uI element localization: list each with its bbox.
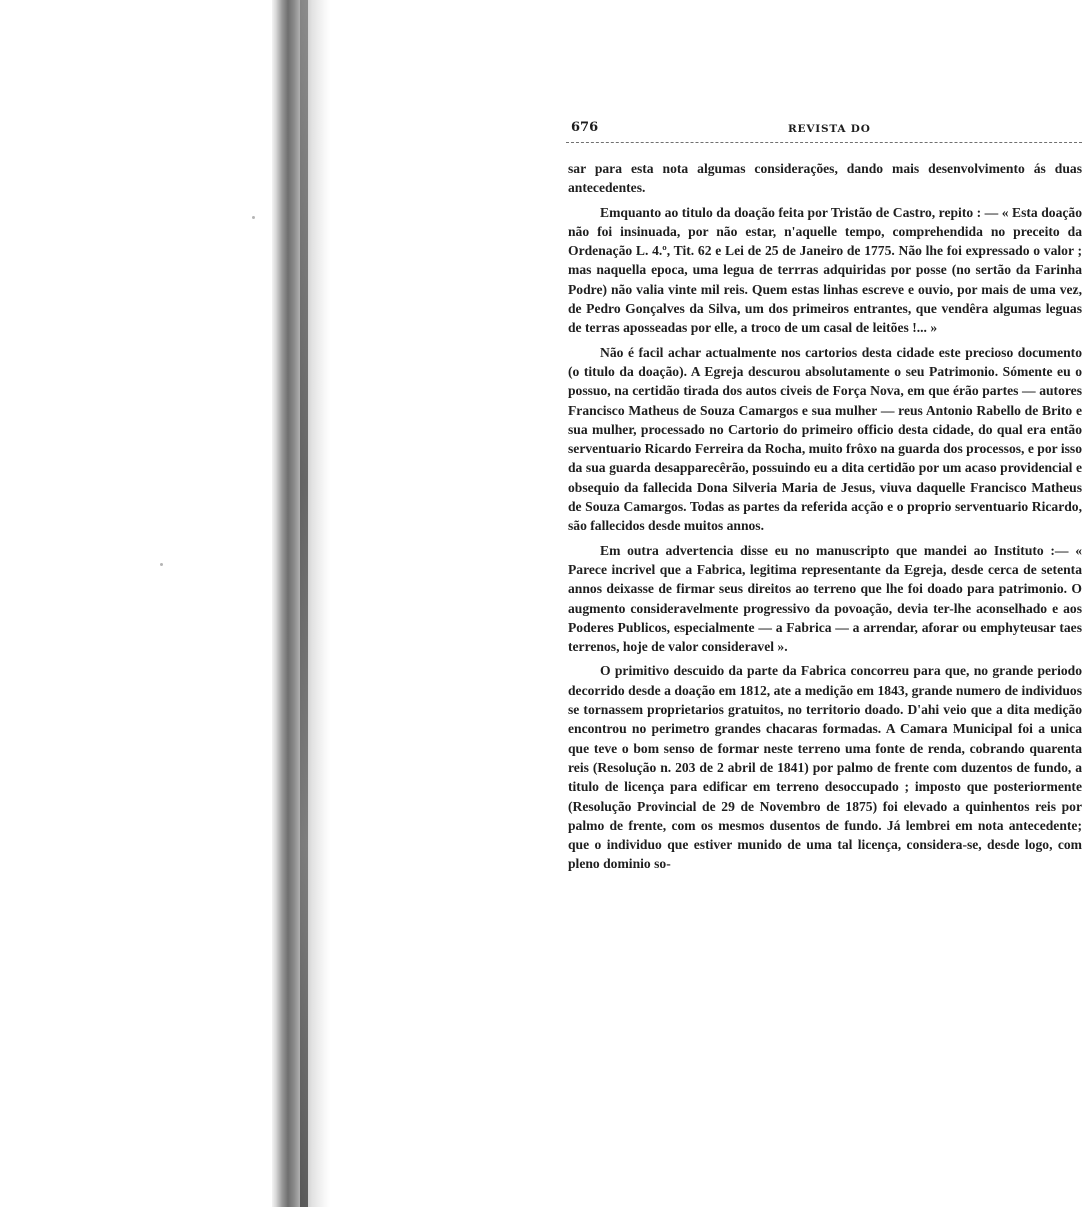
scan-speck [252, 216, 255, 219]
header-rule [566, 142, 1082, 143]
paragraph: Emquanto ao titulo da doação feita por Tristão de Castro, repito : — « Esta doação não foi insinuada, por não estar, n'aquelle tempo, comprehendida no preceito da Ordenação L. 4.º, Tit. 62 e Lei de 25 de Janeiro de 1775. Não lhe foi expressado o valor ; mas naquella epoca, uma legua de terrras adquiridas por posse (no sertão da Farinha Podre) não valia vinte mil reis. Quem estas linhas escreve e ouvio, por mais de uma vez, de Pedro Gonçalves da Silva, um dos primeiros entrantes, que vendêra algumas leguas de terras aposseadas por elle, a troco de um casal de leitões !... » [568, 204, 1082, 336]
paragraph: Em outra advertencia disse eu no manuscripto que mandei ao Instituto :— « Parece incrivel que a Fabrica, legitima representante da Egreja, desde cerca de setenta annos deixasse de firmar seus direitos ao terreno que lhe foi doado para patrimonio. O augmento consideravelmente progressivo da povoação, devia ter-lhe aconselhado e aos Poderes Publicos, especialmente — a Fabrica — a arrendar, aforar ou emphyteusar taes terrenos, hoje de valor consideravel ». [568, 542, 1082, 655]
scan-speck [160, 563, 163, 566]
page-header [571, 118, 1085, 142]
paragraph: O primitivo descuido da parte da Fabrica concorreu para que, no grande periodo decorrido desde a doação em 1812, ate a medição em 1843, grande numero de individuos se tornassem proprietarios gratuitos, no territorio doado. D'ahi veio que a dita medição encontrou no perimetro grandes chacaras formadas. A Camara Municipal foi a unica que teve o bom senso de formar neste terreno uma fonte de renda, cobrando quarenta reis (Resolução n. 203 de 2 abril de 1841) por palmo de frente com duzentos de fundo, a titulo de licença para edificar em terreno desoccupado ; imposto que posteriormente (Resolução Provincial de 29 de Novembro de 1875) foi elevado a quinhentos reis por palmo de frente, com os mesmos dusentos de fundo. Já lembrei em nota antecedente; que o individuo que estiver munido de uma tal licença, considera-se, desde logo, com pleno dominio so- [568, 663, 1082, 872]
page-number: 676 [571, 120, 599, 135]
running-title: REVISTA DO [788, 123, 871, 135]
binding-edge [300, 0, 308, 1207]
paragraph: sar para esta nota algumas considerações, dando mais desenvolvimento ás duas antecedentes. [568, 161, 1082, 196]
paragraph: Não é facil achar actualmente nos cartorios desta cidade este precioso documento (o titulo da doação). A Egreja descurou absolutamente o seu Patrimonio. Sómente eu o possuo, na certidão tirada dos autos civeis de Força Nova, em que érão partes — autores Francisco Matheus de Souza Camargos e sua mulher — reus Antonio Rabello de Brito e sua mulher, processado no Cartorio do primeiro officio desta cidade, do qual era então serventuario Ricardo Ferreira da Rocha, muito frôxo na guarda dos processos, e por isso da sua guarda desapparecêrão, possuindo eu a dita certidão por um acaso providencial e obsequio da fallecida Dona Silveria Maria de Jesus, viuva daquelle Francisco Matheus de Souza Camargos. Todas as partes da referida acção e o proprio serventuario Ricardo, são fallecidos desde muitos annos. [568, 344, 1082, 534]
body-text [568, 159, 1082, 879]
